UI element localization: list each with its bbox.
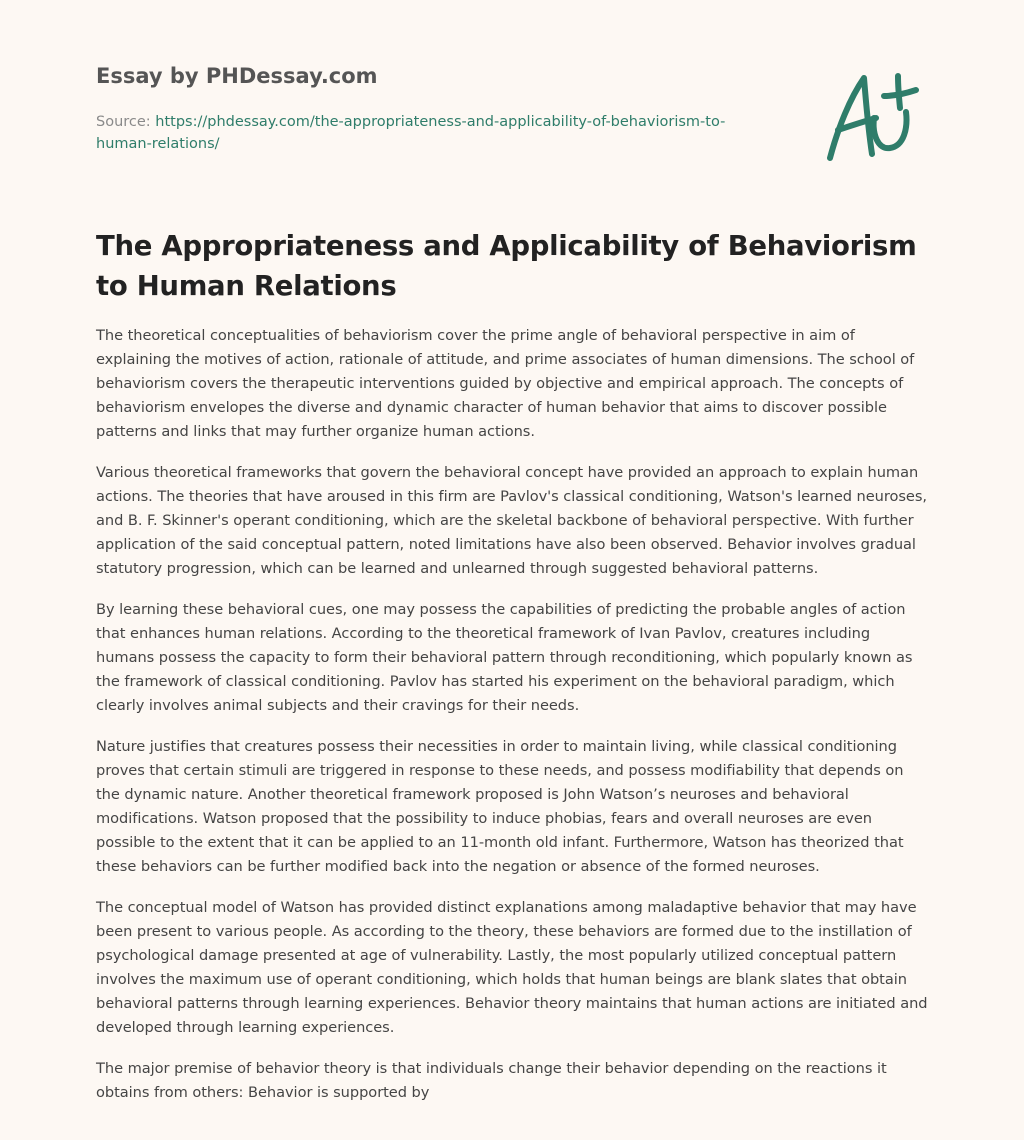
a-plus-grade-icon — [824, 68, 924, 164]
paragraph: The theoretical conceptualities of behaviorism cover the prime angle of behavioral perspective in aim of explaining the motives of action, rationale of attitude, and prime associates of human dimensions. The school of behaviorism covers the therapeutic interventions guided by objective and empirical approach. The concepts of behaviorism envelopes the diverse and dynamic character of human behavior that aims to discover possible patterns and links that may further organize human actions. — [96, 327, 915, 440]
paragraph: By learning these behavioral cues, one may possess the capabilities of predicting the probable angles of action that enhances human relations. According to the theoretical framework of Ivan Pavlov, creatures including humans possess the capacity to form their behavioral pattern through reconditioning, which popularly known as the framework of classical conditioning. Pavlov has started his experiment on the behavioral paradigm, which clearly involves animal subjects and their cravings for their needs. — [96, 601, 913, 714]
source-line — [96, 111, 776, 155]
essay-body — [96, 324, 928, 1122]
page-header — [96, 0, 928, 200]
essay-title: The Appropriateness and Applicability of Behaviorism to Human Relations — [96, 230, 917, 302]
paragraph: The conceptual model of Watson has provided distinct explanations among maladaptive behavior that may have been present to various people. As according to the theory, these behaviors are formed due to the instillation of psychological damage presented at age of vulnerability. Lastly, the most popularly utilized conceptual pattern involves the maximum use of operant conditioning, which holds that human beings are blank slates that obtain behavioral patterns through learning experiences. Behavior theory maintains that human actions are initiated and developed through learning experiences. — [96, 899, 928, 1036]
brand-title: Essay by PHDessay.com — [96, 64, 378, 88]
paragraph: The major premise of behavior theory is that individuals change their behavior depending on the reactions it obtains from others: Behavior is supported by — [96, 1060, 887, 1101]
source-link[interactable]: https://phdessay.com/the-appropriateness-and-applicability-of-behaviorism-to-human-relations/ — [96, 114, 726, 152]
essay-page — [96, 0, 928, 1101]
paragraph: Various theoretical frameworks that govern the behavioral concept have provided an approach to explain human actions. The theories that have aroused in this firm are Pavlov's classical conditioning, Watson's learned neuroses, and B. F. Skinner's operant conditioning, which are the skeletal backbone of behavioral perspective. With further application of the said conceptual pattern, noted limitations have also been observed. Behavior involves gradual statutory progression, which can be learned and unlearned through suggested behavioral patterns. — [96, 464, 928, 577]
source-label: Source: — [96, 114, 156, 130]
paragraph: Nature justifies that creatures possess their necessities in order to maintain living, while classical conditioning proves that certain stimuli are triggered in response to these needs, and possess modifiability that depends on the dynamic nature. Another theoretical framework proposed is John Watson’s neuroses and behavioral modifications. Watson proposed that the possibility to induce phobias, fears and overall neuroses are even possible to the extent that it can be applied to an 11-month old infant. Furthermore, Watson has theorized that these behaviors can be further modified back into the negation or absence of the formed neuroses. — [96, 738, 904, 875]
